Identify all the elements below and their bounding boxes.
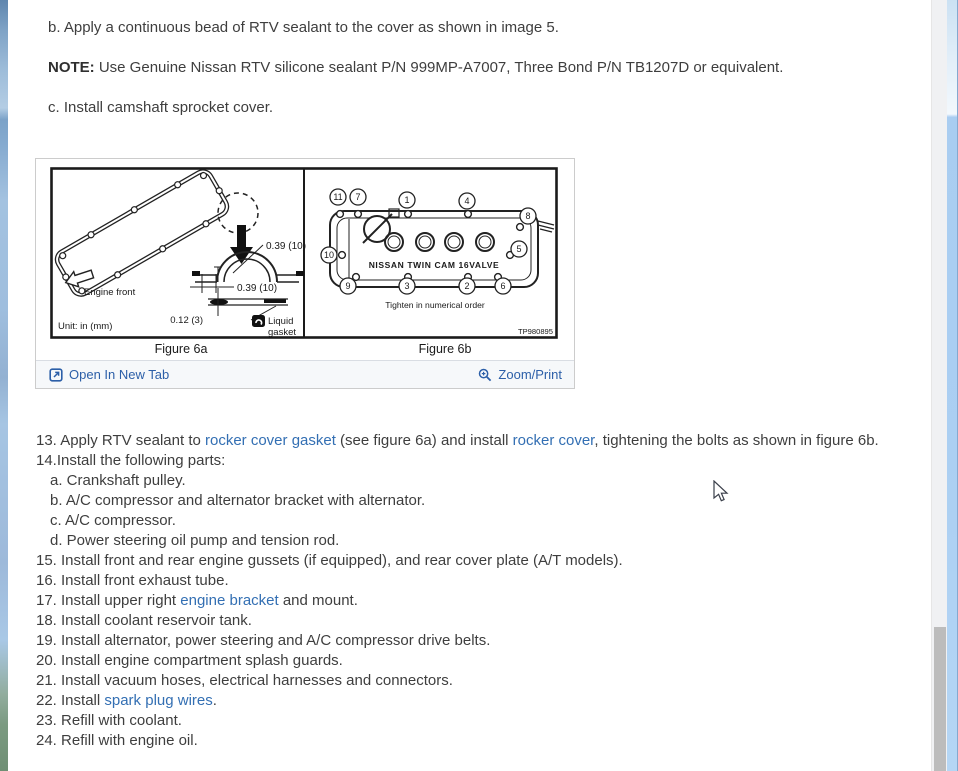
page-background-right-strip xyxy=(947,0,958,771)
svg-text:2: 2 xyxy=(464,281,470,292)
rocker-cover-gasket-link[interactable]: rocker cover gasket xyxy=(205,432,336,449)
bolt-callout xyxy=(459,278,475,294)
dim-arch-wall-label: 0.39 (10) xyxy=(266,241,307,252)
rocker-cover-link[interactable]: rocker cover xyxy=(512,432,595,449)
sub-part-c: c. A/C compressor. xyxy=(50,512,176,529)
sub-part-b: b. A/C compressor and alternator bracket with alternator. xyxy=(50,492,426,509)
instruction-step-c: c. Install camshaft sprocket cover. xyxy=(48,99,274,116)
note-text: Use Genuine Nissan RTV silicone sealant P/N 999MP-A7007, Three Bond P/N TB1207D or equivalent. xyxy=(94,59,784,76)
figure-6a-caption: Figure 6a xyxy=(154,342,208,356)
vertical-scrollbar[interactable] xyxy=(931,0,947,771)
note-label: NOTE: xyxy=(48,59,95,76)
unit-label: Unit: in (mm) xyxy=(58,321,113,332)
spark-plug-wires-link[interactable]: spark plug wires xyxy=(104,692,213,709)
svg-text:8: 8 xyxy=(525,211,531,222)
engine-diagram xyxy=(50,167,558,357)
svg-text:1: 1 xyxy=(404,195,410,206)
svg-text:10: 10 xyxy=(323,250,335,261)
step-15: 15. Install front and rear engine gussets (if equipped), and rear cover plate (A/T models). xyxy=(36,552,623,569)
bolt-callout xyxy=(330,189,346,205)
step-21: 21. Install vacuum hoses, electrical harnesses and connectors. xyxy=(36,672,453,689)
step-13-text: , tightening the bolts as shown in figure 6b. 14.Install the following parts: xyxy=(36,432,879,469)
bolt-callout xyxy=(511,241,527,257)
bolt-callout xyxy=(520,208,536,224)
svg-text:5: 5 xyxy=(516,244,522,255)
page-background-left-strip xyxy=(0,0,8,771)
step-22-text: . xyxy=(212,692,217,709)
step-14-sub-parts xyxy=(50,471,918,551)
bolt-callout xyxy=(340,278,356,294)
svg-text:11: 11 xyxy=(333,192,343,203)
zoom-icon xyxy=(478,368,492,382)
figure-6b-caption: Figure 6b xyxy=(418,342,472,356)
article-content xyxy=(8,0,931,751)
svg-text:9: 9 xyxy=(345,281,351,292)
instruction-step-b: b. Apply a continuous bead of RTV sealant to the cover as shown in image 5. xyxy=(48,19,559,36)
figure-viewer xyxy=(35,158,575,389)
step-16: 16. Install front exhaust tube. xyxy=(36,572,229,589)
step-13-text: (see figure 6a) and install xyxy=(335,432,513,449)
step-18: 18. Install coolant reservoir tank. xyxy=(36,612,252,629)
zoom-print-label: Zoom/Print xyxy=(498,366,562,382)
numbered-steps xyxy=(36,431,918,751)
open-in-new-tab-icon xyxy=(49,368,63,382)
scrollbar-thumb[interactable] xyxy=(934,627,946,771)
bolt-callout xyxy=(350,189,366,205)
step-19: 19. Install alternator, power steering and A/C compressor drive belts. xyxy=(36,632,491,649)
figure-code: TP980895 xyxy=(517,327,553,336)
svg-text:6: 6 xyxy=(500,281,506,292)
intro-steps xyxy=(48,18,931,118)
step-24: 24. Refill with engine oil. xyxy=(36,732,198,749)
svg-text:7: 7 xyxy=(355,192,361,203)
open-in-new-tab-label: Open In New Tab xyxy=(69,366,170,382)
step-17 xyxy=(36,591,918,611)
cover-brand-text: NISSAN TWIN CAM 16VALVE xyxy=(368,260,500,270)
step-13-text: 13. Apply RTV sealant to xyxy=(36,432,205,449)
engine-bracket-link[interactable]: engine bracket xyxy=(180,592,279,609)
dim-arch-width-label: 0.39 (10) xyxy=(237,283,278,294)
step-17-text: 17. Install upper right xyxy=(36,592,181,609)
svg-text:3: 3 xyxy=(404,281,410,292)
step-22 xyxy=(36,691,918,711)
liquid-gasket-icon xyxy=(252,315,265,327)
gasket-blob-left xyxy=(192,271,200,276)
sub-part-a: a. Crankshaft pulley. xyxy=(50,472,186,489)
svg-text:4: 4 xyxy=(464,196,470,207)
liquid-gasket-label-2: gasket xyxy=(268,327,296,338)
step-23: 23. Refill with coolant. xyxy=(36,712,182,729)
figure-image[interactable] xyxy=(36,159,574,360)
step-22-text: 22. Install xyxy=(36,692,105,709)
gasket-blob-right xyxy=(296,271,304,276)
liquid-gasket-label-1: Liquid xyxy=(268,316,294,327)
bolt-callout xyxy=(399,192,415,208)
bolt-callout xyxy=(399,278,415,294)
engine-front-label: Engine front xyxy=(84,287,136,298)
step-17-text: and mount. xyxy=(278,592,358,609)
dim-bar-label: 0.12 (3) xyxy=(170,315,203,326)
note-paragraph xyxy=(48,58,931,78)
tighten-order-note: Tighten in numerical order xyxy=(385,300,485,310)
step-13 xyxy=(36,431,918,471)
sub-part-d: d. Power steering oil pump and tension rod. xyxy=(50,532,340,549)
open-in-new-tab-link[interactable] xyxy=(49,365,169,385)
zoom-print-link[interactable] xyxy=(478,365,562,385)
bolt-callout xyxy=(495,278,511,294)
step-20: 20. Install engine compartment splash guards. xyxy=(36,652,343,669)
bolt-callout xyxy=(459,193,475,209)
bolt-callout xyxy=(321,247,337,263)
figure-toolbar xyxy=(36,360,574,388)
